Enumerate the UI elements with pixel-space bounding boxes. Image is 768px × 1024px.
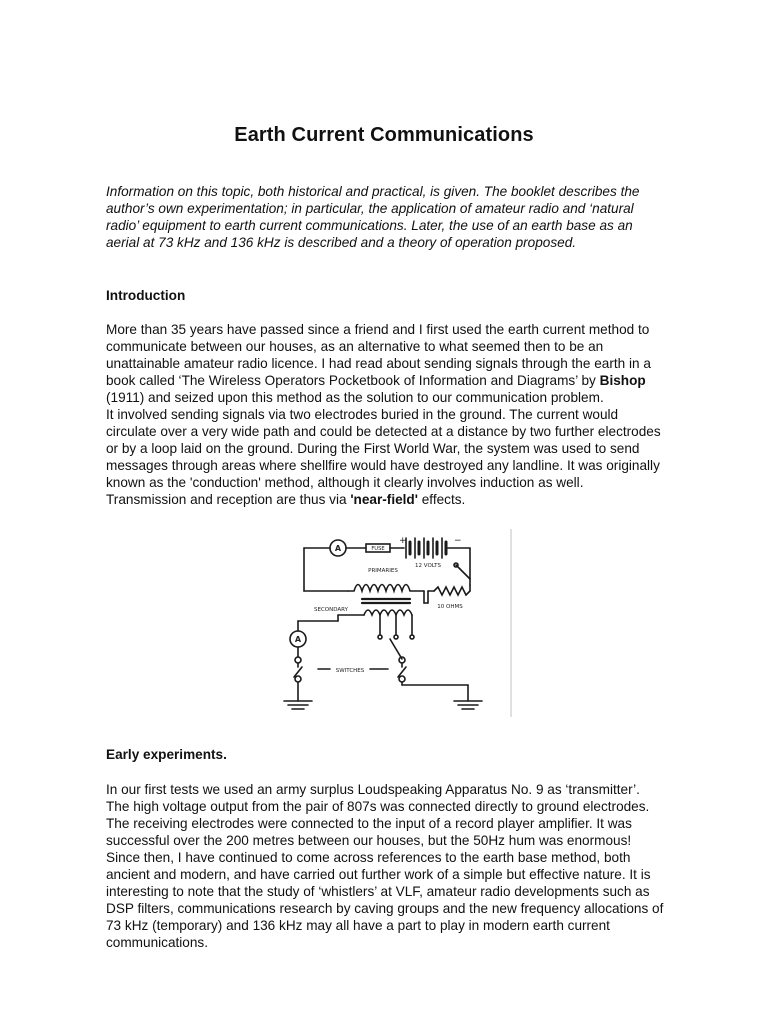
fuse (366, 544, 390, 552)
intro-p2-bold: 'near-field' (350, 492, 418, 507)
ammeter-label-bottom: A (294, 635, 302, 644)
abstract-paragraph: Information on this topic, both historical and practical, is given. The booklet describes the author’s own experimentation; in particular, the application of amateur radio and ‘natural radio’ equipment to earth current communications. Later, the use of an earth base as an aerial at 73 kHz and 136 kHz is described and a theory of operation proposed. (106, 184, 640, 250)
ohms-label: 10 OHMS (437, 604, 463, 610)
battery (399, 536, 462, 569)
page-title: Earth Current Communications (234, 124, 534, 146)
early-experiments-heading: Early experiments. (106, 747, 227, 762)
ground-left (284, 701, 312, 709)
ammeter-label-top: A (334, 544, 342, 553)
volts-label: 12 VOLTS (415, 563, 441, 569)
top-ammeter (330, 540, 346, 556)
early-experiments-body: In our first tests we used an army surplus Loudspeaking Apparatus No. 9 as ‘transmitter’. The high voltage output from the pair of 807s was connected directly to ground electrodes. The receiving electrodes were connected to the input of a record player amplifier. It was successful over the 200 metres between our houses, but the 50Hz hum was enormous! Since then, I have continued to come across references to the earth base method, both ancient and modern, and have carried out further work of a simple but effective nature. It is interesting to note that the study of ‘whistlers’ at VLF, amateur radio developments such as DSP filters, communications research by caving groups and the new frequency allocations of 73 kHz (temporary) and 136 kHz may all have a part to play in modern earth current communications. (106, 782, 664, 950)
intro-p1-text: More than 35 years have passed since a friend and I first used the earth current method to communicate between our houses, as an alternative to what seemed then to be an unattainable amateur radio licence. I had read about sending signals through the earth in a book called ‘The Wireless Operators Pocketbook of Information and Diagrams’ by (106, 322, 651, 388)
bottom-ammeter (290, 631, 306, 647)
fuse-label: FUSE (371, 546, 385, 552)
intro-p2-text-end: effects. (417, 492, 466, 507)
primary-coil (348, 585, 424, 592)
switches-label: SWITCHES (335, 668, 365, 674)
intro-p1-bold: Bishop (599, 373, 646, 388)
circuit-diagram (278, 529, 512, 717)
ground-right (454, 701, 482, 709)
battery-minus: − (454, 536, 462, 546)
secondary-label: SECONDARY (314, 607, 348, 613)
introduction-heading: Introduction (106, 288, 186, 303)
introduction-body (106, 321, 666, 508)
intro-p1-text-end: (1911) and seized upon this method as the solution to our communication problem. (106, 390, 604, 405)
primaries-label: PRIMARIES (368, 568, 398, 574)
battery-plus: + (399, 536, 407, 546)
key-and-resistor (424, 563, 470, 610)
secondary-coil (364, 610, 412, 615)
intro-p2-text: It involved sending signals via two electrodes buried in the ground. The current would circulate over a very wide path and could be detected at a distance by two further electrodes or by a loop laid on the ground. During the First World War, the system was used to send messages through areas where shellfire would have destroyed any landline. It was originally known as the 'conduction' method, although it clearly involves induction as well. Transmission and reception are thus via (106, 407, 661, 507)
